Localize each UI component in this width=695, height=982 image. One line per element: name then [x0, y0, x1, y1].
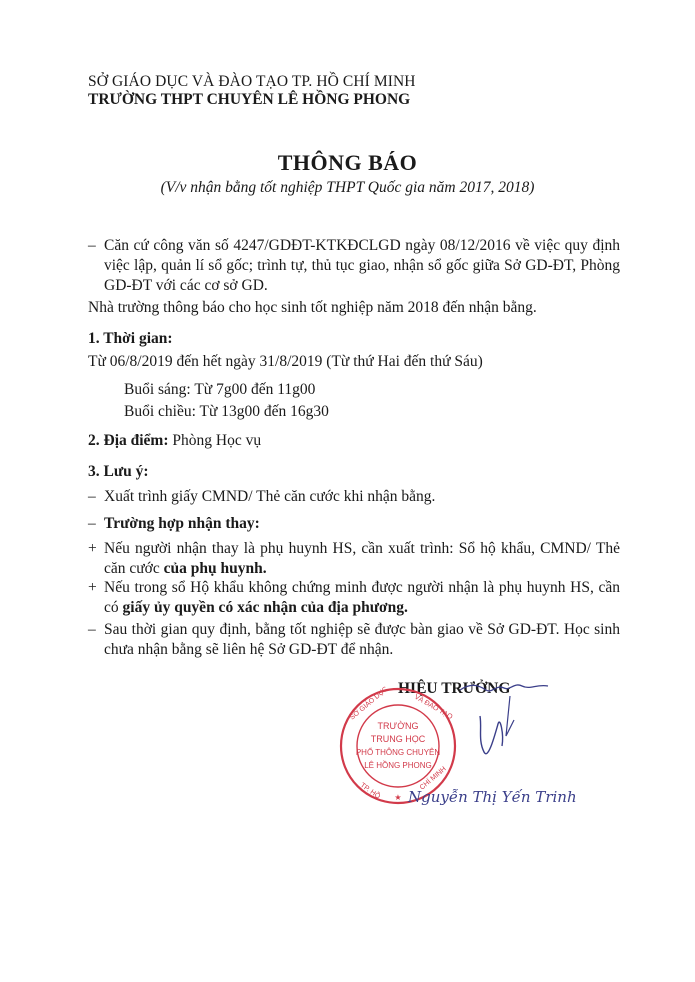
svg-text:★: ★ — [394, 793, 402, 802]
morning-hours: Buổi sáng: Từ 7g00 đến 11g00 — [124, 381, 316, 398]
proxy-heading-row — [88, 514, 620, 534]
svg-text:CHÍ MINH: CHÍ MINH — [418, 765, 448, 792]
svg-text:TRUNG HỌC: TRUNG HỌC — [370, 734, 426, 744]
basis-paragraph — [88, 236, 620, 296]
notes-heading: 3. Lưu ý: — [88, 463, 149, 480]
afternoon-hours: Buổi chiều: Từ 13g00 đến 16g30 — [124, 403, 329, 420]
list-dash: – — [88, 488, 96, 505]
svg-text:TP. HỒ: TP. HỒ — [358, 781, 382, 801]
list-dash: – — [88, 515, 96, 532]
list-plus: + — [88, 579, 97, 596]
after-deadline-text: Sau thời gian quy định, bằng tốt nghiệp sẽ được bàn giao về Sở GD-ĐT. Học sinh chưa nhận bằng sẽ liên hệ Sở GD-ĐT để nhận. — [104, 621, 620, 658]
proxy-auth-note — [88, 578, 620, 618]
notice-title: THÔNG BÁO — [277, 150, 418, 175]
signer-role: HIỆU TRƯỞNG — [398, 680, 511, 697]
notice-subtitle: (V/v nhận bằng tốt nghiệp THPT Quốc gia năm 2017, 2018) — [160, 179, 535, 196]
announcement-text: Nhà trường thông báo cho học sinh tốt nghiệp năm 2018 đến nhận bằng. — [88, 299, 537, 316]
department-name: SỞ GIÁO DỤC VÀ ĐÀO TẠO TP. HỒ CHÍ MINH — [88, 73, 416, 90]
svg-text:PHỔ THÔNG CHUYÊN: PHỔ THÔNG CHUYÊN — [355, 748, 441, 757]
school-name: TRƯỜNG THPT CHUYÊN LÊ HỒNG PHONG — [88, 91, 411, 108]
after-deadline-note — [88, 620, 620, 660]
id-note — [88, 487, 620, 507]
time-range: Từ 06/8/2019 đến hết ngày 31/8/2019 (Từ thứ Hai đến thứ Sáu) — [88, 353, 483, 370]
svg-text:TRƯỜNG: TRƯỜNG — [377, 721, 419, 731]
proxy-parent-note — [88, 539, 620, 579]
proxy-auth-text-b: giấy ủy quyền có xác nhận của địa phương. — [122, 599, 408, 616]
svg-text:LÊ HỒNG PHONG: LÊ HỒNG PHONG — [364, 761, 432, 770]
list-plus: + — [88, 540, 97, 557]
signer-name: Nguyễn Thị Yến Trinh — [408, 788, 577, 806]
handwritten-signature — [452, 676, 562, 766]
basis-text: Căn cứ công văn số 4247/GDĐT-KTKĐCLGD ngày 08/12/2016 về việc quy định việc lập, quản lí sổ gốc; trình tự, thủ tục giao, nhận sổ gốc giữa Sở GD-ĐT, Phòng GD-ĐT với các cơ sở GD. — [104, 237, 620, 294]
proxy-parent-text-b: của phụ huynh. — [163, 560, 267, 577]
list-dash: – — [88, 621, 96, 638]
time-heading: 1. Thời gian: — [88, 330, 173, 347]
proxy-auth-text — [104, 578, 620, 618]
proxy-heading: Trường hợp nhận thay: — [104, 515, 260, 532]
place-value: Phòng Học vụ — [172, 432, 262, 449]
svg-text:SỞ GIÁO DỤC: SỞ GIÁO DỤC — [348, 686, 390, 722]
list-dash: – — [88, 237, 96, 254]
id-note-text: Xuất trình giấy CMND/ Thẻ căn cước khi nhận bằng. — [104, 488, 436, 505]
proxy-auth-text-a: Nếu trong sổ Hộ khẩu không chứng minh được người nhận là phụ huynh HS, cần có — [104, 579, 620, 616]
place-line — [88, 432, 261, 450]
proxy-parent-text-a: Nếu người nhận thay là phụ huynh HS, cần xuất trình: Sổ hộ khẩu, CMND/ Thẻ căn cước — [104, 540, 620, 577]
svg-text:VÀ ĐÀO TẠO: VÀ ĐÀO TẠO — [413, 693, 454, 722]
proxy-parent-text — [104, 539, 620, 579]
place-heading: 2. Địa điểm: — [88, 432, 169, 449]
